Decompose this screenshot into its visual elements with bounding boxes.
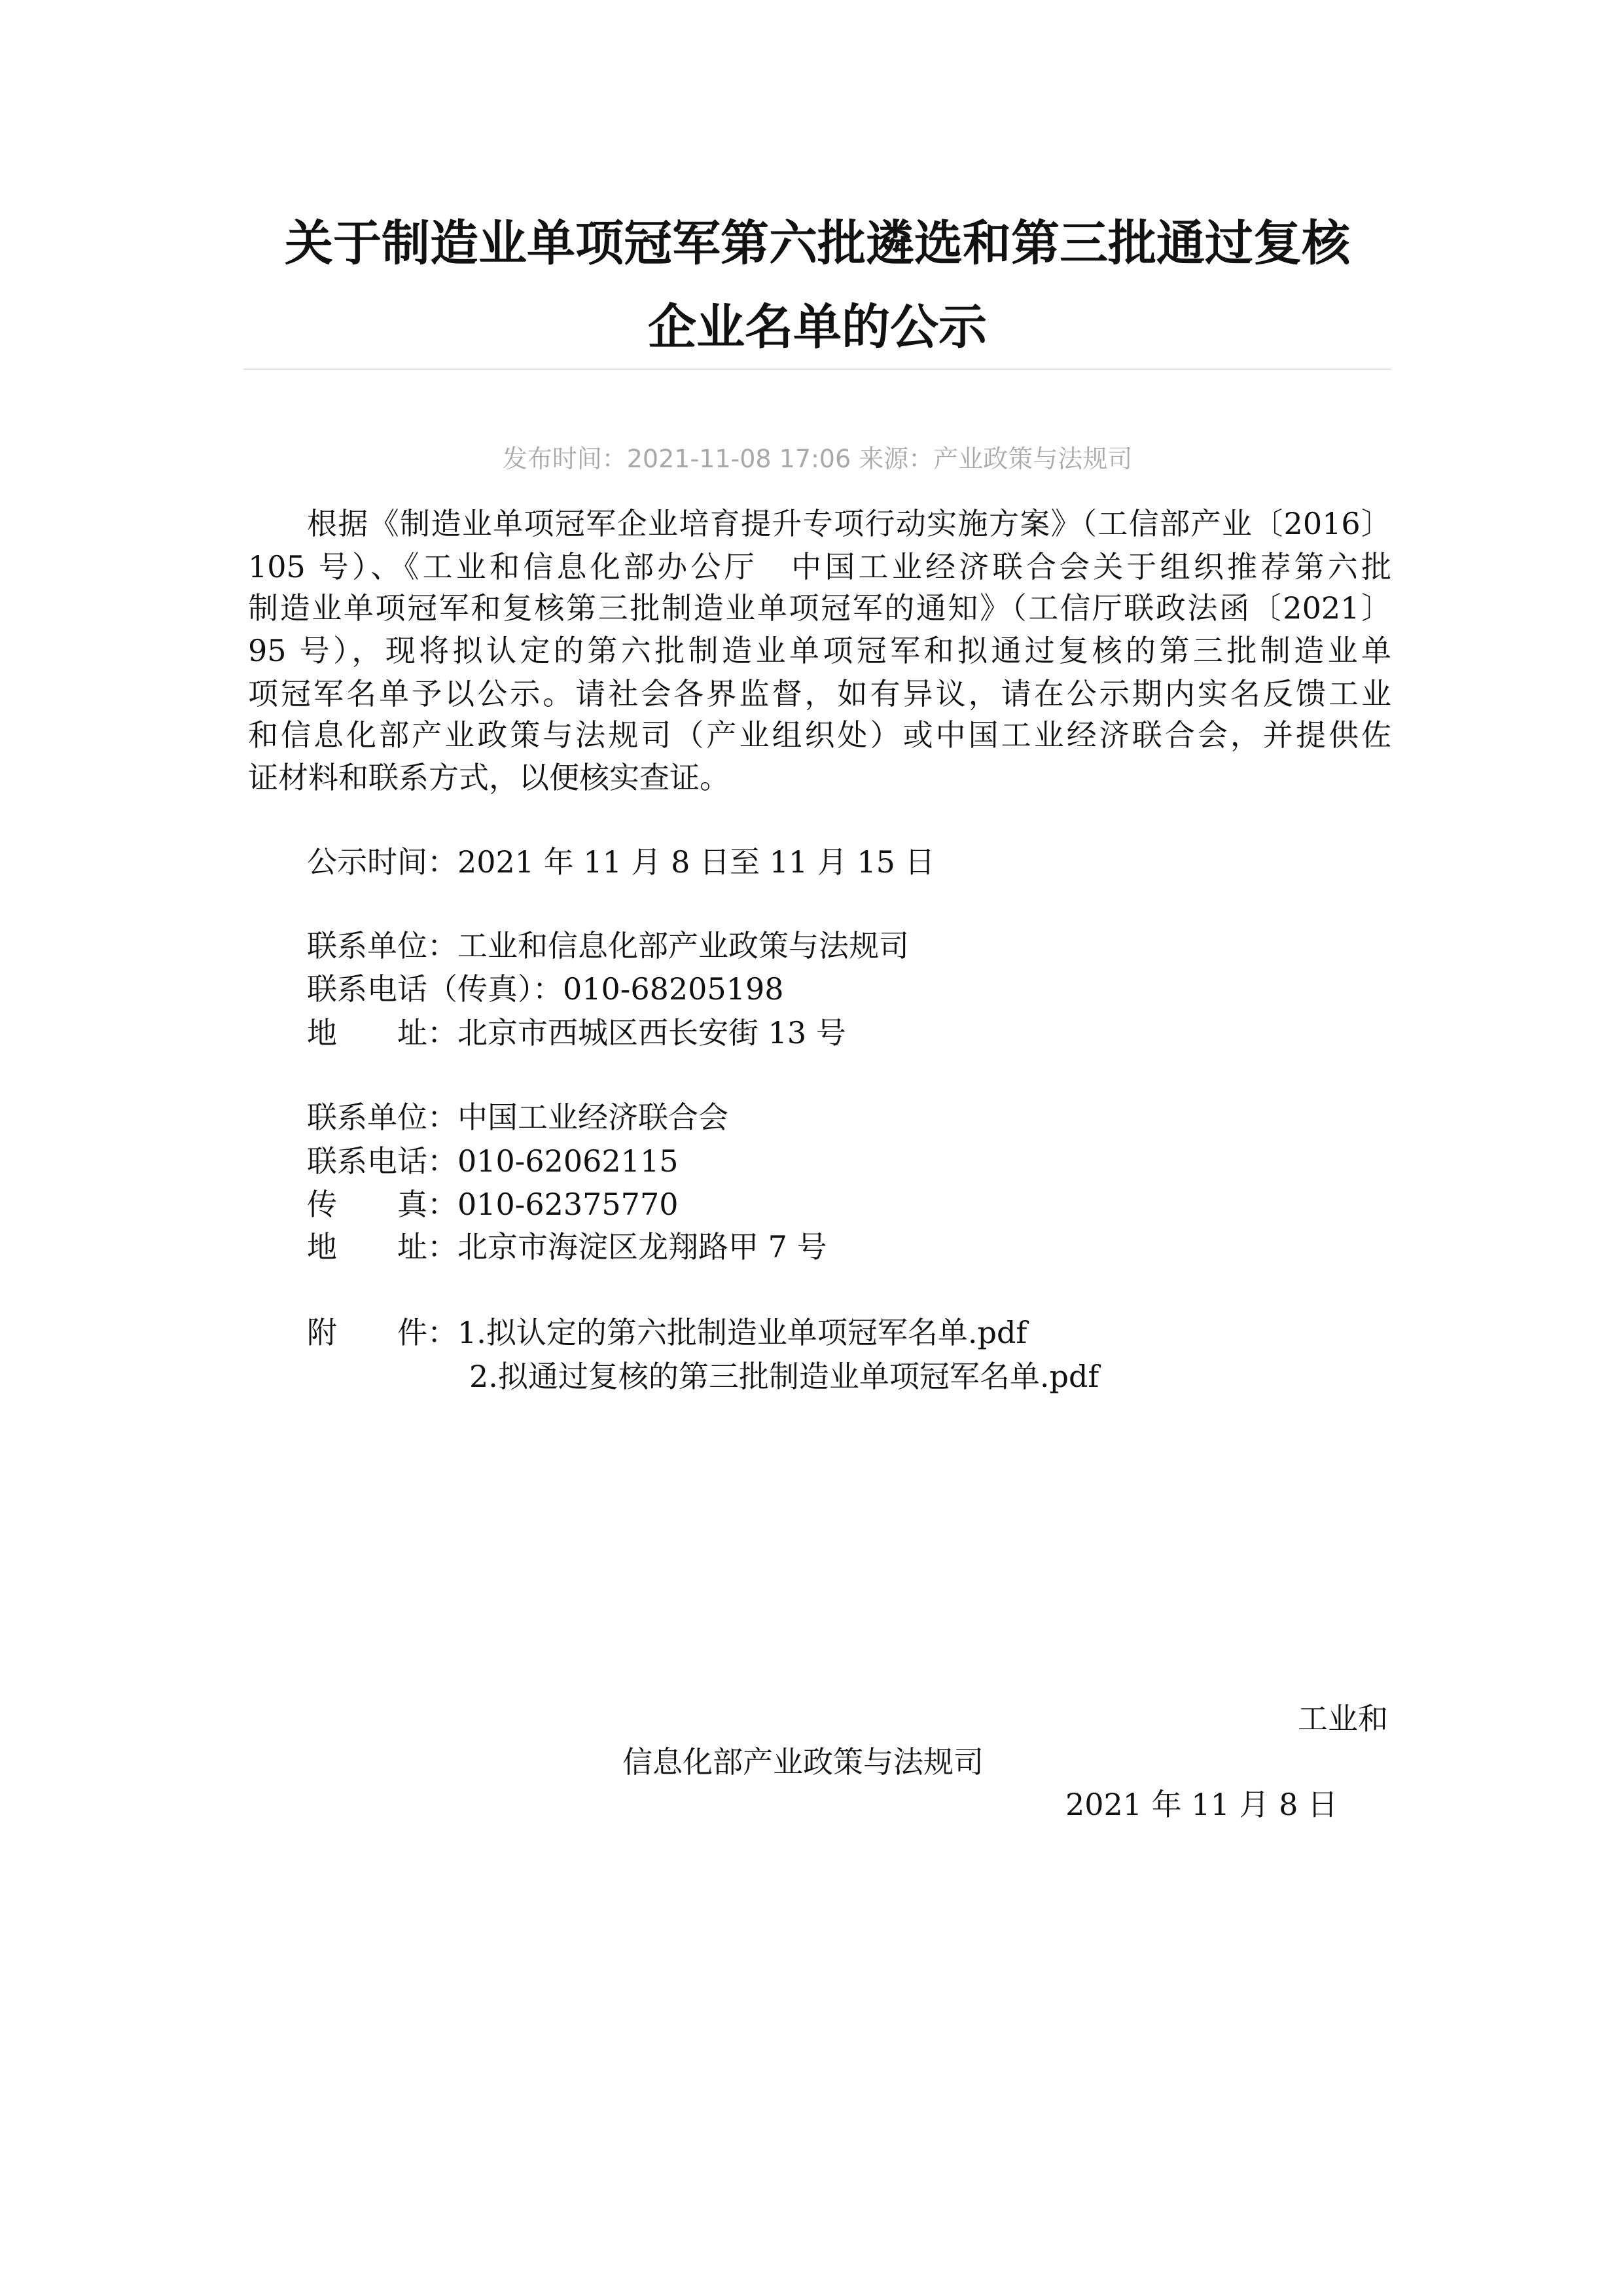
publish-meta: 发布时间：2021-11-08 17:06 来源：产业政策与法规司 <box>502 444 1133 473</box>
paragraph-line: 项冠军名单予以公示。请社会各界监督，如有异议，请在公示期内实名反馈工业 <box>248 676 1391 711</box>
title-divider <box>243 368 1391 370</box>
contact-address: 地 址：北京市西城区西长安街 13 号 <box>307 1015 846 1050</box>
contact-unit: 联系单位：工业和信息化部产业政策与法规司 <box>307 928 909 963</box>
contact-phone-fax: 联系电话（传真）：010-68205198 <box>307 971 784 1007</box>
paragraph-line: 105 号）、《工业和信息化部办公厅 中国工业经济联合会关于组织推荐第六批 <box>248 549 1391 584</box>
paragraph-line: 95 号），现将拟认定的第六批制造业单项冠军和拟通过复核的第三批制造业单 <box>248 633 1391 668</box>
contact-phone: 联系电话：010-62062115 <box>307 1143 679 1179</box>
signature-line-2: 信息化部产业政策与法规司 <box>622 1744 984 1780</box>
attachment-2: 2.拟通过复核的第三批制造业单项冠军名单.pdf <box>469 1359 1099 1394</box>
contact-unit: 联系单位：中国工业经济联合会 <box>307 1100 728 1135</box>
contact-fax: 传 真：010-62375770 <box>307 1187 679 1222</box>
page-title-line-1: 关于制造业单项冠军第六批遴选和第三批通过复核 <box>285 215 1350 272</box>
paragraph-line: 证材料和联系方式，以便核实查证。 <box>248 760 730 795</box>
paragraph-line: 和信息化部产业政策与法规司（产业组织处）或中国工业经济联合会，并提供佐 <box>248 717 1391 753</box>
page-title-line-2: 企业名单的公示 <box>648 299 987 355</box>
attachment-1: 附 件：1.拟认定的第六批制造业单项冠军名单.pdf <box>307 1315 1027 1350</box>
paragraph-line: 根据《制造业单项冠军企业培育提升专项行动实施方案》（工信部产业〔2016〕 <box>307 506 1391 541</box>
contact-address: 地 址：北京市海淀区龙翔路甲 7 号 <box>307 1229 827 1265</box>
signature-date: 2021 年 11 月 8 日 <box>1065 1787 1338 1822</box>
notice-period: 公示时间：2021 年 11 月 8 日至 11 月 15 日 <box>307 844 935 880</box>
signature-line-1: 工业和 <box>1298 1701 1388 1736</box>
paragraph-line: 制造业单项冠军和复核第三批制造业单项冠军的通知》（工信厅联政法函〔2021〕 <box>248 590 1391 626</box>
